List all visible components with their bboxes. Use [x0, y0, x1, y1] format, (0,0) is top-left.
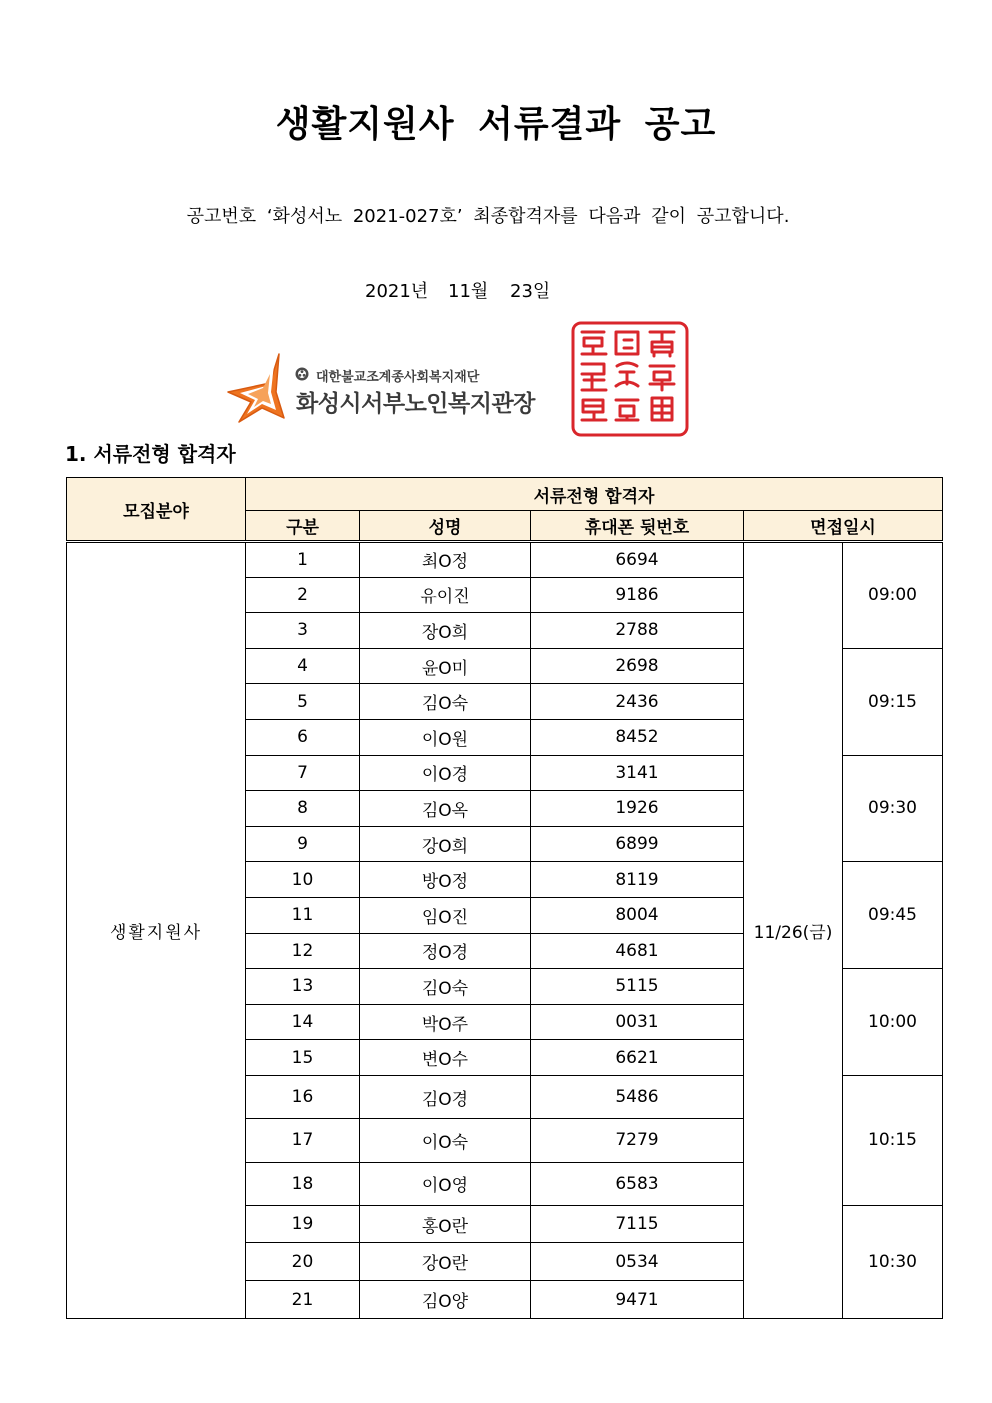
interview-date-cell: 11/26(금) — [744, 542, 843, 1319]
candidate-number: 19 — [246, 1205, 360, 1243]
header-name: 성명 — [360, 511, 531, 542]
candidate-name: 김O양 — [360, 1281, 531, 1319]
candidate-name: 김O경 — [360, 1075, 531, 1118]
interview-time-cell: 09:30 — [843, 755, 943, 862]
header-number: 구분 — [246, 511, 360, 542]
candidate-number: 20 — [246, 1243, 360, 1281]
candidate-name: 박O주 — [360, 1004, 531, 1040]
candidate-name: 이O원 — [360, 719, 531, 755]
results-table-body — [67, 542, 943, 1319]
candidate-number: 9 — [246, 826, 360, 862]
candidate-number: 13 — [246, 969, 360, 1005]
candidate-phone-last-digits: 6899 — [531, 826, 744, 862]
candidate-phone-last-digits: 5115 — [531, 969, 744, 1005]
candidate-number: 3 — [246, 613, 360, 649]
date-year: 2021년 — [365, 281, 429, 302]
candidate-name: 방O정 — [360, 862, 531, 898]
candidate-name: 김O숙 — [360, 684, 531, 720]
candidate-number: 6 — [246, 719, 360, 755]
candidate-phone-last-digits: 6621 — [531, 1040, 744, 1076]
candidate-name: 정O경 — [360, 933, 531, 969]
candidate-name: 변O수 — [360, 1040, 531, 1076]
dharma-wheel-icon — [295, 367, 309, 381]
candidate-name: 유이진 — [360, 577, 531, 613]
candidate-number: 15 — [246, 1040, 360, 1076]
header-phone: 휴대폰 뒷번호 — [531, 511, 744, 542]
candidate-phone-last-digits: 3141 — [531, 755, 744, 791]
candidate-number: 14 — [246, 1004, 360, 1040]
candidate-phone-last-digits: 8004 — [531, 897, 744, 933]
candidate-number: 21 — [246, 1281, 360, 1319]
candidate-number: 11 — [246, 897, 360, 933]
candidate-number: 5 — [246, 684, 360, 720]
candidate-name: 이O경 — [360, 755, 531, 791]
candidate-phone-last-digits: 6583 — [531, 1162, 744, 1205]
candidate-phone-last-digits: 9471 — [531, 1281, 744, 1319]
candidate-name: 윤O미 — [360, 648, 531, 684]
red-official-seal-stamp — [570, 320, 690, 438]
candidate-name: 최O정 — [360, 542, 531, 578]
candidate-name: 이O숙 — [360, 1119, 531, 1162]
date-day: 23일 — [510, 281, 551, 302]
organization-name: 화성시서부노인복지관장 — [296, 391, 535, 417]
candidate-name: 강O희 — [360, 826, 531, 862]
candidate-phone-last-digits: 8119 — [531, 862, 744, 898]
foundation-name: 대한불교조계종사회복지재단 — [316, 370, 480, 385]
interview-time-cell: 10:30 — [843, 1205, 943, 1318]
header-interview: 면접일시 — [744, 511, 943, 542]
notice-text: 공고번호 ‘화성서노 2021-027호’ 최종합격자를 다음과 같이 공고합니다. — [186, 206, 790, 227]
candidate-name: 홍O란 — [360, 1205, 531, 1243]
field-cell: 생활지원사 — [67, 542, 246, 1319]
candidate-name: 김O숙 — [360, 969, 531, 1005]
candidate-name: 김O옥 — [360, 791, 531, 827]
candidate-phone-last-digits: 6694 — [531, 542, 744, 578]
candidate-name: 강O란 — [360, 1243, 531, 1281]
candidate-phone-last-digits: 8452 — [531, 719, 744, 755]
results-table — [66, 477, 943, 1319]
interview-time-cell: 10:00 — [843, 969, 943, 1076]
candidate-phone-last-digits: 5486 — [531, 1075, 744, 1118]
candidate-phone-last-digits: 9186 — [531, 577, 744, 613]
candidate-number: 8 — [246, 791, 360, 827]
candidate-number: 12 — [246, 933, 360, 969]
interview-time-cell: 09:45 — [843, 862, 943, 969]
header-row-1 — [67, 478, 943, 511]
orange-star-logo-icon — [226, 352, 286, 424]
candidate-name: 장O희 — [360, 613, 531, 649]
candidate-phone-last-digits: 0534 — [531, 1243, 744, 1281]
interview-time-cell: 09:00 — [843, 542, 943, 649]
candidate-phone-last-digits: 4681 — [531, 933, 744, 969]
header-group: 서류전형 합격자 — [246, 478, 943, 511]
section-heading: 1. 서류전형 합격자 — [65, 442, 236, 466]
candidate-phone-last-digits: 2436 — [531, 684, 744, 720]
candidate-phone-last-digits: 0031 — [531, 1004, 744, 1040]
candidate-phone-last-digits: 7115 — [531, 1205, 744, 1243]
candidate-name: 이O영 — [360, 1162, 531, 1205]
table-row — [67, 542, 943, 578]
candidate-name: 임O진 — [360, 897, 531, 933]
candidate-number: 4 — [246, 648, 360, 684]
candidate-number: 17 — [246, 1119, 360, 1162]
candidate-number: 10 — [246, 862, 360, 898]
candidate-phone-last-digits: 1926 — [531, 791, 744, 827]
candidate-phone-last-digits: 7279 — [531, 1119, 744, 1162]
header-field: 모집분야 — [67, 478, 246, 542]
candidate-number: 1 — [246, 542, 360, 578]
candidate-number: 7 — [246, 755, 360, 791]
interview-time-cell: 09:15 — [843, 648, 943, 755]
candidate-number: 18 — [246, 1162, 360, 1205]
candidate-phone-last-digits: 2698 — [531, 648, 744, 684]
interview-time-cell: 10:15 — [843, 1075, 943, 1205]
candidate-number: 16 — [246, 1075, 360, 1118]
candidate-number: 2 — [246, 577, 360, 613]
page-title: 생활지원사 서류결과 공고 — [275, 104, 717, 145]
candidate-phone-last-digits: 2788 — [531, 613, 744, 649]
date-month: 11월 — [448, 281, 489, 302]
